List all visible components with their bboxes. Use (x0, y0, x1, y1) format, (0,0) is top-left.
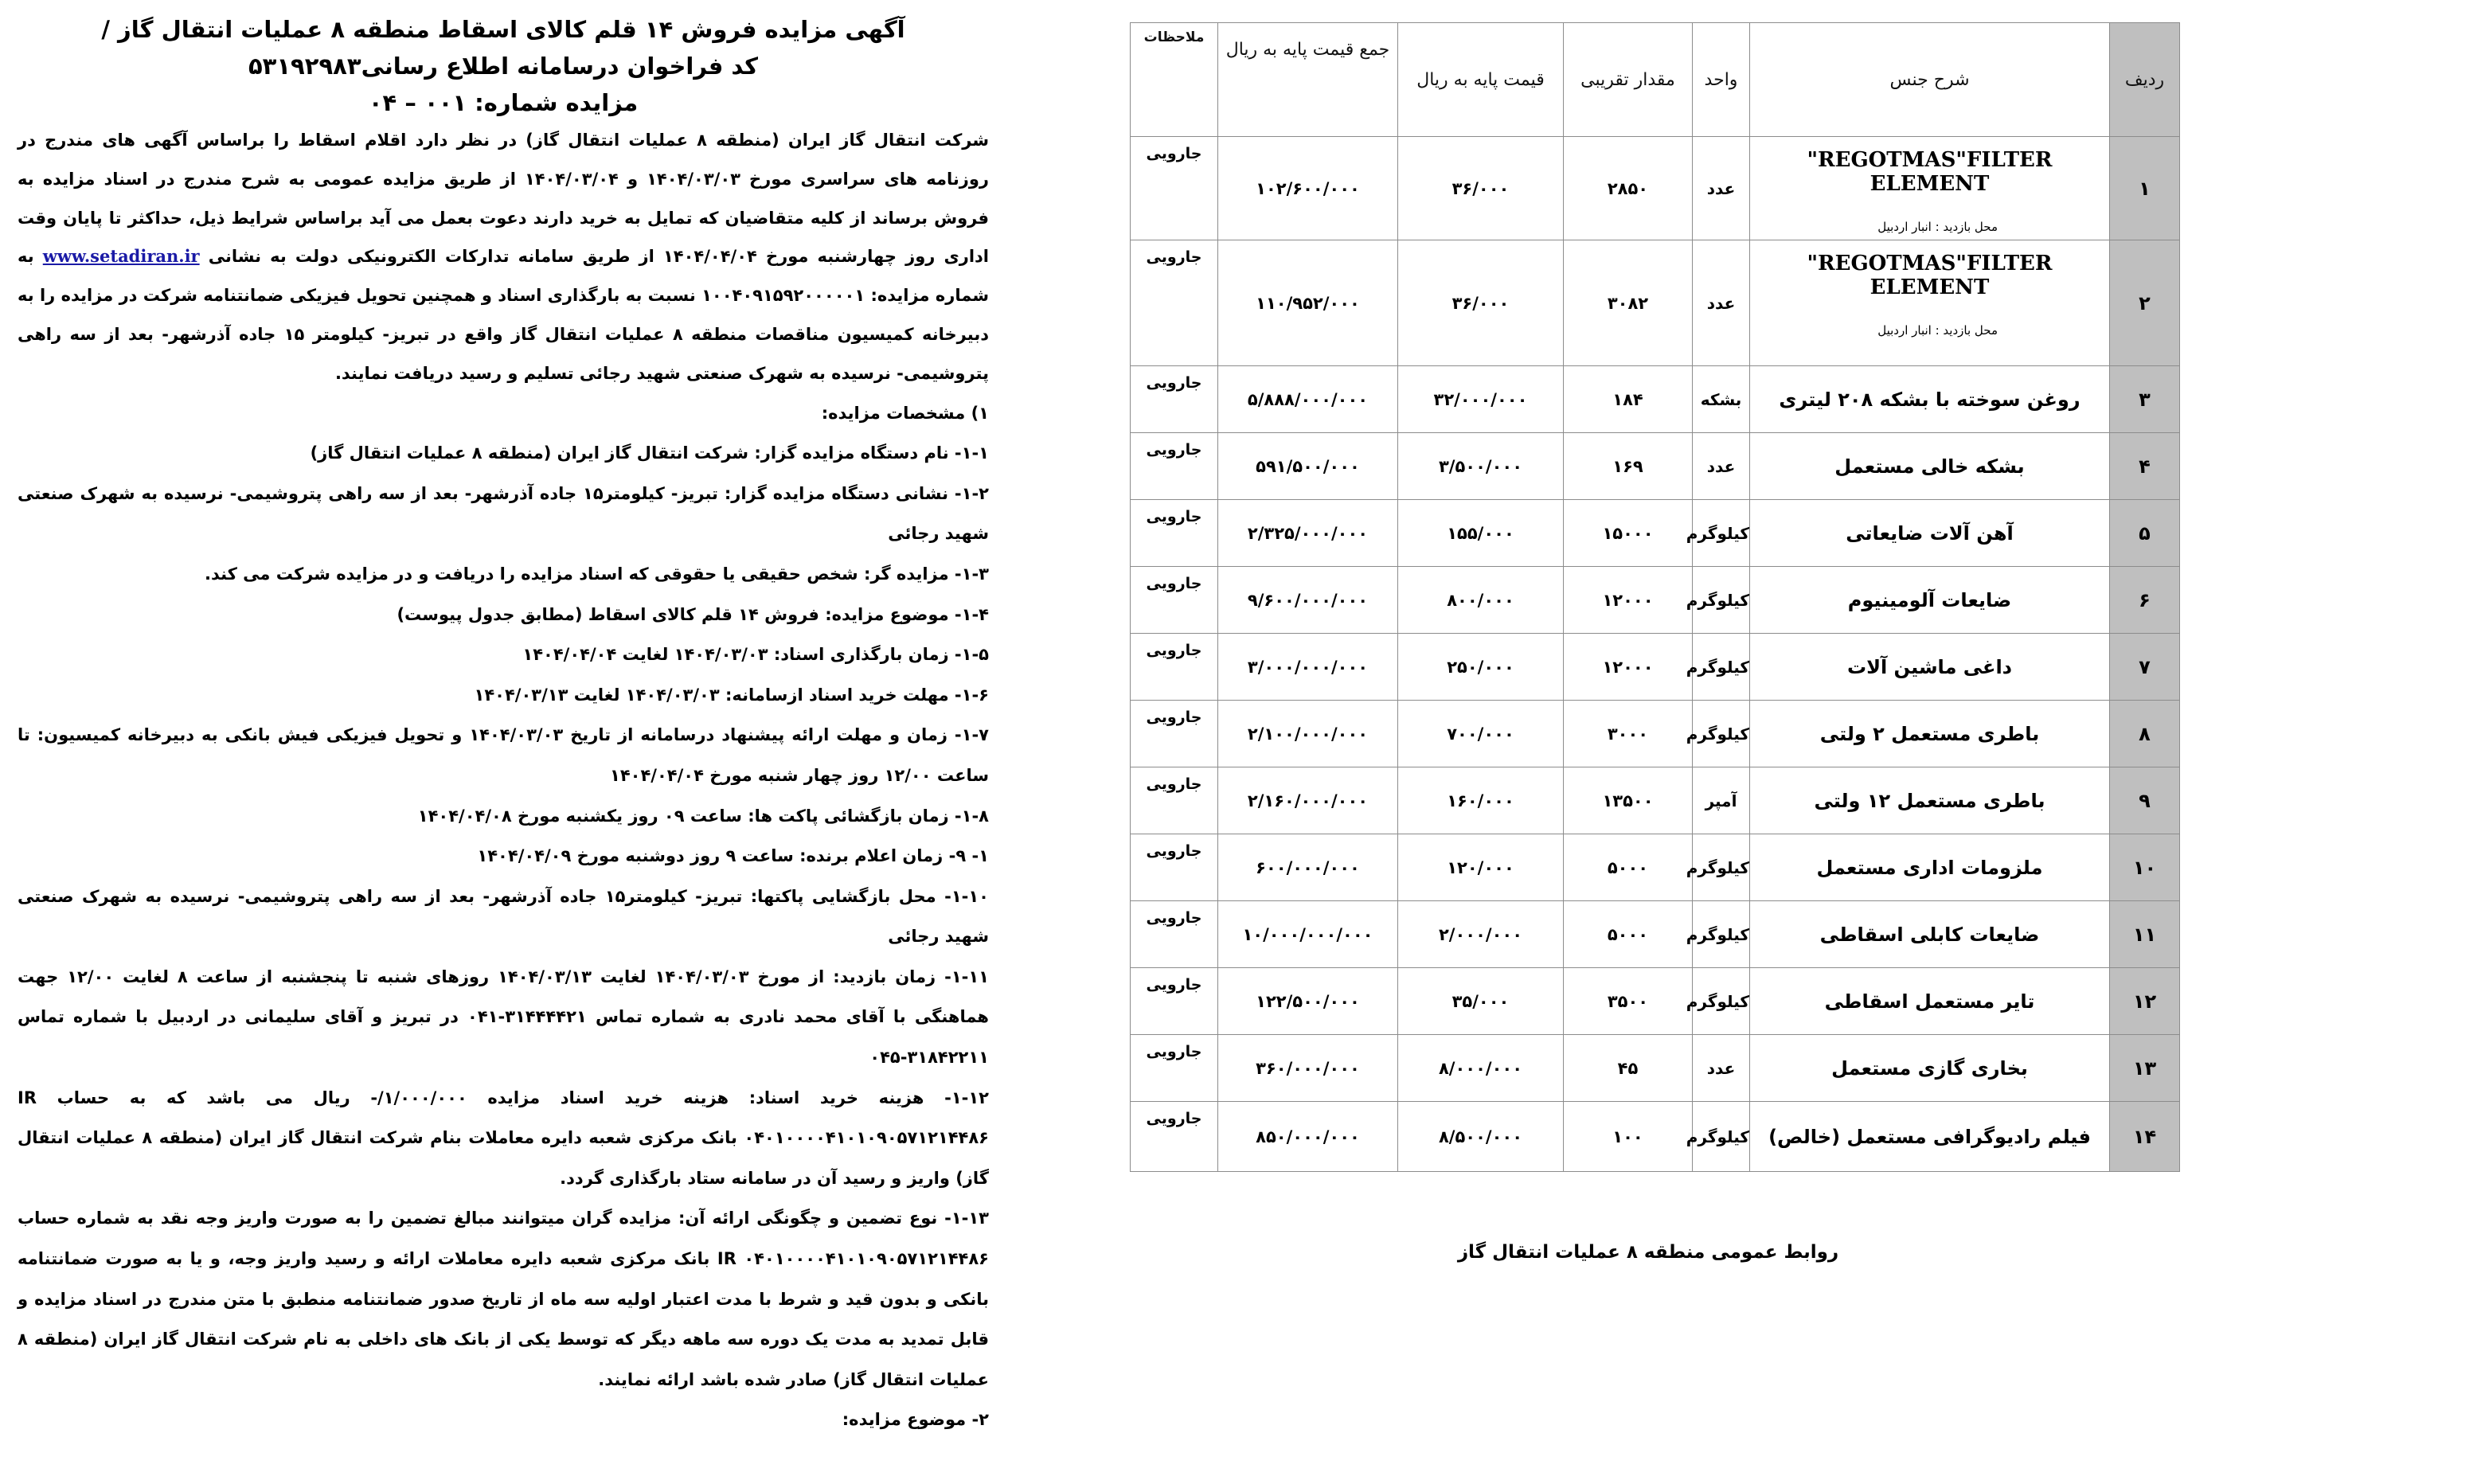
cell-quantity: ۲۸۵۰ (1564, 137, 1693, 240)
table-row (1131, 634, 2180, 701)
clause-1-13: ۱-۱۳- نوع تضمین و چگونگی ارائه آن: مزایده گران میتوانند مبالغ تضمین را به صورت واریز وجه نقد به شماره حساب IR ۰۴۰۱۰۰۰۰۴۱۰۱۰۹۰۵۷۱۲۱۴۴۸۶ بانک مرکزی شعبه دایره معاملات ارائه و رسید واریز وجه، و یا به صورت ضمانتنامه بانکی و بدون قید و شرط با مدت اعتبار اولیه سه ماه از تاریخ صدور ضمانتنامه منطبق با متن مندرج در اسناد مزایده و قابل تمدید به مدت یک دوره سه ماهه دیگر که توسط یکی از بانک های داخلی به نام شرکت انتقال گاز ایران (منطقه ۸ عملیات انتقال گاز) صادر شده باشد ارائه نمایند. (18, 1209, 989, 1389)
cell-unit: کیلوگرم (1693, 901, 1750, 968)
cell-row-number: ۱ (2110, 137, 2180, 240)
cell-remarks: جارویی (1131, 701, 1218, 767)
cell-quantity: ۴۵ (1564, 1035, 1693, 1102)
cell-description: باطری مستعمل ۲ ولتی (1750, 701, 2110, 767)
table-row (1131, 567, 2180, 634)
clause-1-3: ۱-۳- مزایده گر: شخص حقیقی یا حقوقی که اسناد مزایده را دریافت و در مزایده شرکت می کند. (204, 564, 989, 584)
cell-base-price: ۸۰۰/۰۰۰ (1398, 567, 1564, 634)
table-row (1131, 137, 2180, 240)
cell-remarks: جارویی (1131, 137, 1218, 240)
cell-unit: کیلوگرم (1693, 701, 1750, 767)
cell-description: ضایعات کابلی اسقاطی (1750, 901, 2110, 968)
title-line-2: کد فراخوان درسامانه اطلاع رسانی۵۳۱۹۲۹۸۳ (248, 53, 759, 80)
cell-quantity: ۱۰۰ (1564, 1102, 1693, 1172)
cell-quantity: ۵۰۰۰ (1564, 834, 1693, 901)
notice-text-column (18, 11, 989, 1476)
visit-location-note: محل بازدید : انبار اردبیل (1877, 220, 1998, 234)
cell-base-price: ۱۲۰/۰۰۰ (1398, 834, 1564, 901)
item-name: "REGOTMAS"FILTER ELEMENT (1807, 148, 2053, 196)
cell-description: تایر مستعمل اسقاطی (1750, 968, 2110, 1035)
cell-unit: عدد (1693, 137, 1750, 240)
cell-base-price: ۲۵۰/۰۰۰ (1398, 634, 1564, 701)
title-line-3: مزایده شماره: ۰۰۱ – ۰۴ (368, 89, 639, 116)
cell-description: ضایعات آلومینیوم (1750, 567, 2110, 634)
header-remarks: ملاحظات (1131, 23, 1218, 137)
cell-remarks: جارویی (1131, 767, 1218, 834)
clause-1-10: ۱-۱۰- محل بازگشایی پاکتها: تبریز- کیلومتر۱۵ جاده آذرشهر- بعد از سه راهی پتروشیمی- نرسیده به شهرک صنعتی شهید رجائی (18, 886, 989, 947)
cell-row-number: ۱۳ (2110, 1035, 2180, 1102)
cell-base-price: ۲/۰۰۰/۰۰۰ (1398, 901, 1564, 968)
cell-row-number: ۵ (2110, 500, 2180, 567)
cell-row-number: ۹ (2110, 767, 2180, 834)
cell-total-price: ۳۶۰/۰۰۰/۰۰۰ (1218, 1035, 1398, 1102)
header-quantity: مقدار تقریبی (1564, 23, 1693, 137)
cell-base-price: ۷۰۰/۰۰۰ (1398, 701, 1564, 767)
cell-quantity: ۱۸۴ (1564, 366, 1693, 433)
cell-unit: کیلوگرم (1693, 567, 1750, 634)
table-row (1131, 366, 2180, 433)
clause-1-7: ۱-۷- زمان و مهلت ارائه پیشنهاد درسامانه از تاریخ ۱۴۰۴/۰۳/۰۳ و تحویل فیزیکی فیش بانکی به دبیرخانه کمیسیون: تا ساعت ۱۲/۰۰ روز چهار شنبه مورخ ۱۴۰۴/۰۴/۰۴ (18, 725, 989, 785)
cell-quantity: ۱۳۵۰۰ (1564, 767, 1693, 834)
header-unit: واحد (1693, 23, 1750, 137)
cell-description: داغی ماشین آلات (1750, 634, 2110, 701)
cell-row-number: ۸ (2110, 701, 2180, 767)
table-row (1131, 1102, 2180, 1172)
cell-total-price: ۲/۳۲۵/۰۰۰/۰۰۰ (1218, 500, 1398, 567)
public-relations-signature: روابط عمومی منطقه ۸ عملیات انتقال گاز (1457, 1242, 1839, 1263)
section-2-heading: ۲- موضوع مزایده: (842, 1410, 989, 1430)
cell-quantity: ۱۲۰۰۰ (1564, 634, 1693, 701)
clause-1-2: ۱-۲- نشانی دستگاه مزایده گزار: تبریز- کیلومتر۱۵ جاده آذرشهر- بعد از سه راهی پتروشیمی- نرسیده به شهرک صنعتی شهید رجائی (18, 483, 989, 544)
cell-remarks: جارویی (1131, 366, 1218, 433)
items-table-body (1131, 137, 2180, 1172)
cell-row-number: ۱۱ (2110, 901, 2180, 968)
setadiran-link[interactable]: www.setadiran.ir (42, 246, 200, 267)
cell-total-price: ۵۹۱/۵۰۰/۰۰۰ (1218, 433, 1398, 500)
cell-remarks: جارویی (1131, 901, 1218, 968)
cell-description: روغن سوخته با بشکه ۲۰۸ لیتری (1750, 366, 2110, 433)
cell-description: بخاری گازی مستعمل (1750, 1035, 2110, 1102)
section-1-heading: ۱) مشخصات مزایده: (821, 403, 989, 423)
table-row (1131, 433, 2180, 500)
cell-row-number: ۱۲ (2110, 968, 2180, 1035)
intro-text-after: به شماره مزایده: ۱۰۰۴۰۹۱۵۹۲۰۰۰۰۰۱ نسبت به بارگذاری اسناد و همچنین تحویل فیزیکی ضمانتنامه شرکت در مزایده را به دبیرخانه کمیسیون مناقصات منطقه ۸ عملیات انتقال گاز واقع در تبریز- کیلومتر ۱۵ جاده آذرشهر- بعد از سه راهی پتروشیمی- نرسیده به شهرک صنعتی شهید رجائی تسلیم و رسید دریافت نمایند. (18, 247, 989, 383)
cell-quantity: ۱۵۰۰۰ (1564, 500, 1693, 567)
cell-unit: بشکه (1693, 366, 1750, 433)
clause-1-12: ۱-۱۲- هزینه خرید اسناد: هزینه خرید اسناد مزایده ۱/۰۰۰/۰۰۰/- ریال می باشد که به حساب IR ۰۴۰۱۰۰۰۰۴۱۰۱۰۹۰۵۷۱۲۱۴۴۸۶ بانک مرکزی شعبه دایره معاملات بنام شرکت انتقال گاز ایران (منطقه ۸ عملیات انتقال گاز) واریز و رسید آن در سامانه ستاد بارگذاری گردد. (18, 1088, 989, 1188)
header-total-price: جمع قیمت پایه به ریال (1218, 23, 1398, 137)
clause-1-6: ۱-۶- مهلت خرید اسناد ازسامانه: ۱۴۰۴/۰۳/۰۳ لغایت ۱۴۰۴/۰۳/۱۳ (474, 685, 989, 705)
cell-description (1750, 240, 2110, 366)
cell-total-price: ۱۰۲/۶۰۰/۰۰۰ (1218, 137, 1398, 240)
cell-base-price: ۳/۵۰۰/۰۰۰ (1398, 433, 1564, 500)
cell-total-price: ۱۱۰/۹۵۲/۰۰۰ (1218, 240, 1398, 366)
clause-1-4: ۱-۴- موضوع مزایده: فروش ۱۴ قلم کالای اسقاط (مطابق جدول پیوست) (397, 604, 989, 624)
cell-remarks: جارویی (1131, 968, 1218, 1035)
cell-unit: کیلوگرم (1693, 634, 1750, 701)
cell-quantity: ۳۵۰۰ (1564, 968, 1693, 1035)
cell-remarks: جارویی (1131, 240, 1218, 366)
table-row (1131, 767, 2180, 834)
cell-unit: عدد (1693, 433, 1750, 500)
cell-total-price: ۲/۱۶۰/۰۰۰/۰۰۰ (1218, 767, 1398, 834)
cell-base-price: ۳۲/۰۰۰/۰۰۰ (1398, 366, 1564, 433)
cell-base-price: ۱۶۰/۰۰۰ (1398, 767, 1564, 834)
cell-total-price: ۵/۸۸۸/۰۰۰/۰۰۰ (1218, 366, 1398, 433)
cell-total-price: ۸۵۰/۰۰۰/۰۰۰ (1218, 1102, 1398, 1172)
cell-total-price: ۳/۰۰۰/۰۰۰/۰۰۰ (1218, 634, 1398, 701)
table-row (1131, 1035, 2180, 1102)
cell-row-number: ۴ (2110, 433, 2180, 500)
clause-1-1: ۱-۱- نام دستگاه مزایده گزار: شرکت انتقال گاز ایران (منطقه ۸ عملیات انتقال گاز) (310, 443, 989, 463)
intro-text-before: شرکت انتقال گاز ایران (منطقه ۸ عملیات انتقال گاز) در نظر دارد اقلام اسقاط را براساس آگهی های مندرج در روزنامه های سراسری مورخ ۱۴۰۴/۰۳/۰۳ و ۱۴۰۴/۰۳/۰۴ از طریق مزایده عمومی به شرح مندرج در اسناد مزایده به فروش برساند از کلیه متقاضیان که تمایل به خرید دارند دعوت بعمل می آید براساس شرایط ذیل، حداکثر تا پایان وقت اداری روز چهارشنبه مورخ ۱۴۰۴/۰۴/۰۴ از طریق سامانه تدارکات الکترونیکی دولت به نشانی (18, 131, 989, 267)
cell-row-number: ۶ (2110, 567, 2180, 634)
cell-total-price: ۲/۱۰۰/۰۰۰/۰۰۰ (1218, 701, 1398, 767)
items-table-wrapper (1131, 22, 2180, 1172)
cell-description: بشکه خالی مستعمل (1750, 433, 2110, 500)
cell-base-price: ۳۶/۰۰۰ (1398, 240, 1564, 366)
header-base-price: قیمت پایه به ریال (1398, 23, 1564, 137)
cell-unit: کیلوگرم (1693, 834, 1750, 901)
cell-remarks: جارویی (1131, 834, 1218, 901)
cell-total-price: ۱۲۲/۵۰۰/۰۰۰ (1218, 968, 1398, 1035)
cell-remarks: جارویی (1131, 1035, 1218, 1102)
items-table (1130, 22, 2180, 1172)
cell-base-price: ۳۵/۰۰۰ (1398, 968, 1564, 1035)
header-row-number: ردیف (2110, 23, 2180, 137)
visit-location-note: محل بازدید : انبار اردبیل (1877, 323, 1998, 338)
cell-remarks: جارویی (1131, 634, 1218, 701)
cell-unit: کیلوگرم (1693, 1102, 1750, 1172)
cell-base-price: ۸/۵۰۰/۰۰۰ (1398, 1102, 1564, 1172)
intro-paragraph (18, 121, 989, 393)
cell-unit: کیلوگرم (1693, 500, 1750, 567)
table-row (1131, 500, 2180, 567)
cell-base-price: ۸/۰۰۰/۰۰۰ (1398, 1035, 1564, 1102)
cell-remarks: جارویی (1131, 567, 1218, 634)
cell-row-number: ۳ (2110, 366, 2180, 433)
cell-total-price: ۹/۶۰۰/۰۰۰/۰۰۰ (1218, 567, 1398, 634)
cell-quantity: ۱۶۹ (1564, 433, 1693, 500)
cell-base-price: ۳۶/۰۰۰ (1398, 137, 1564, 240)
table-row (1131, 701, 2180, 767)
notice-title (18, 11, 989, 121)
cell-quantity: ۱۲۰۰۰ (1564, 567, 1693, 634)
cell-description: ملزومات اداری مستعمل (1750, 834, 2110, 901)
cell-unit: عدد (1693, 240, 1750, 366)
cell-row-number: ۲ (2110, 240, 2180, 366)
cell-quantity: ۳۰۰۰ (1564, 701, 1693, 767)
table-row (1131, 968, 2180, 1035)
cell-row-number: ۱۰ (2110, 834, 2180, 901)
cell-remarks: جارویی (1131, 433, 1218, 500)
cell-description (1750, 137, 2110, 240)
clause-1-9: ۱- ۹- زمان اعلام برنده: ساعت ۹ روز دوشنبه مورخ ۱۴۰۴/۰۴/۰۹ (477, 846, 989, 866)
cell-remarks: جارویی (1131, 1102, 1218, 1172)
table-row (1131, 834, 2180, 901)
table-header-row (1131, 23, 2180, 137)
clause-1-11: ۱-۱۱- زمان بازدید: از مورخ ۱۴۰۴/۰۳/۰۳ لغایت ۱۴۰۴/۰۳/۱۳ روزهای شنبه تا پنجشنبه از ساعت ۸ لغایت ۱۲/۰۰ جهت هماهنگی با آقای محمد نادری به شماره تماس ۳۱۴۴۴۴۲۱-۰۴۱ در تبریز و آقای سلیمانی در اردبیل با شماره تماس ۳۱۸۴۲۲۱۱-۰۴۵ (18, 967, 989, 1068)
cell-unit: کیلوگرم (1693, 968, 1750, 1035)
cell-total-price: ۶۰۰/۰۰۰/۰۰۰ (1218, 834, 1398, 901)
cell-quantity: ۳۰۸۲ (1564, 240, 1693, 366)
cell-row-number: ۷ (2110, 634, 2180, 701)
header-description: شرح جنس (1750, 23, 2110, 137)
cell-description: فیلم رادیوگرافی مستعمل (خالص) (1750, 1102, 2110, 1172)
clause-1-5: ۱-۵- زمان بارگذاری اسناد: ۱۴۰۴/۰۳/۰۳ لغایت ۱۴۰۴/۰۴/۰۴ (522, 645, 989, 665)
cell-unit: عدد (1693, 1035, 1750, 1102)
table-row (1131, 901, 2180, 968)
cell-total-price: ۱۰/۰۰۰/۰۰۰/۰۰۰ (1218, 901, 1398, 968)
cell-quantity: ۵۰۰۰ (1564, 901, 1693, 968)
cell-unit: آمپر (1693, 767, 1750, 834)
cell-description: آهن آلات ضایعاتی (1750, 500, 2110, 567)
cell-description: باطری مستعمل ۱۲ ولتی (1750, 767, 2110, 834)
item-name: "REGOTMAS"FILTER ELEMENT (1807, 252, 2053, 299)
cell-remarks: جارویی (1131, 500, 1218, 567)
cell-row-number: ۱۴ (2110, 1102, 2180, 1172)
clause-1-8: ۱-۸- زمان بازگشائی پاکت ها: ساعت ۰۹ روز یکشنبه مورخ ۱۴۰۴/۰۴/۰۸ (417, 806, 989, 826)
table-row (1131, 240, 2180, 366)
title-line-1: آگهی مزایده فروش ۱۴ قلم کالای اسقاط منطقه ۸ عملیات انتقال گاز / (101, 16, 905, 43)
cell-base-price: ۱۵۵/۰۰۰ (1398, 500, 1564, 567)
